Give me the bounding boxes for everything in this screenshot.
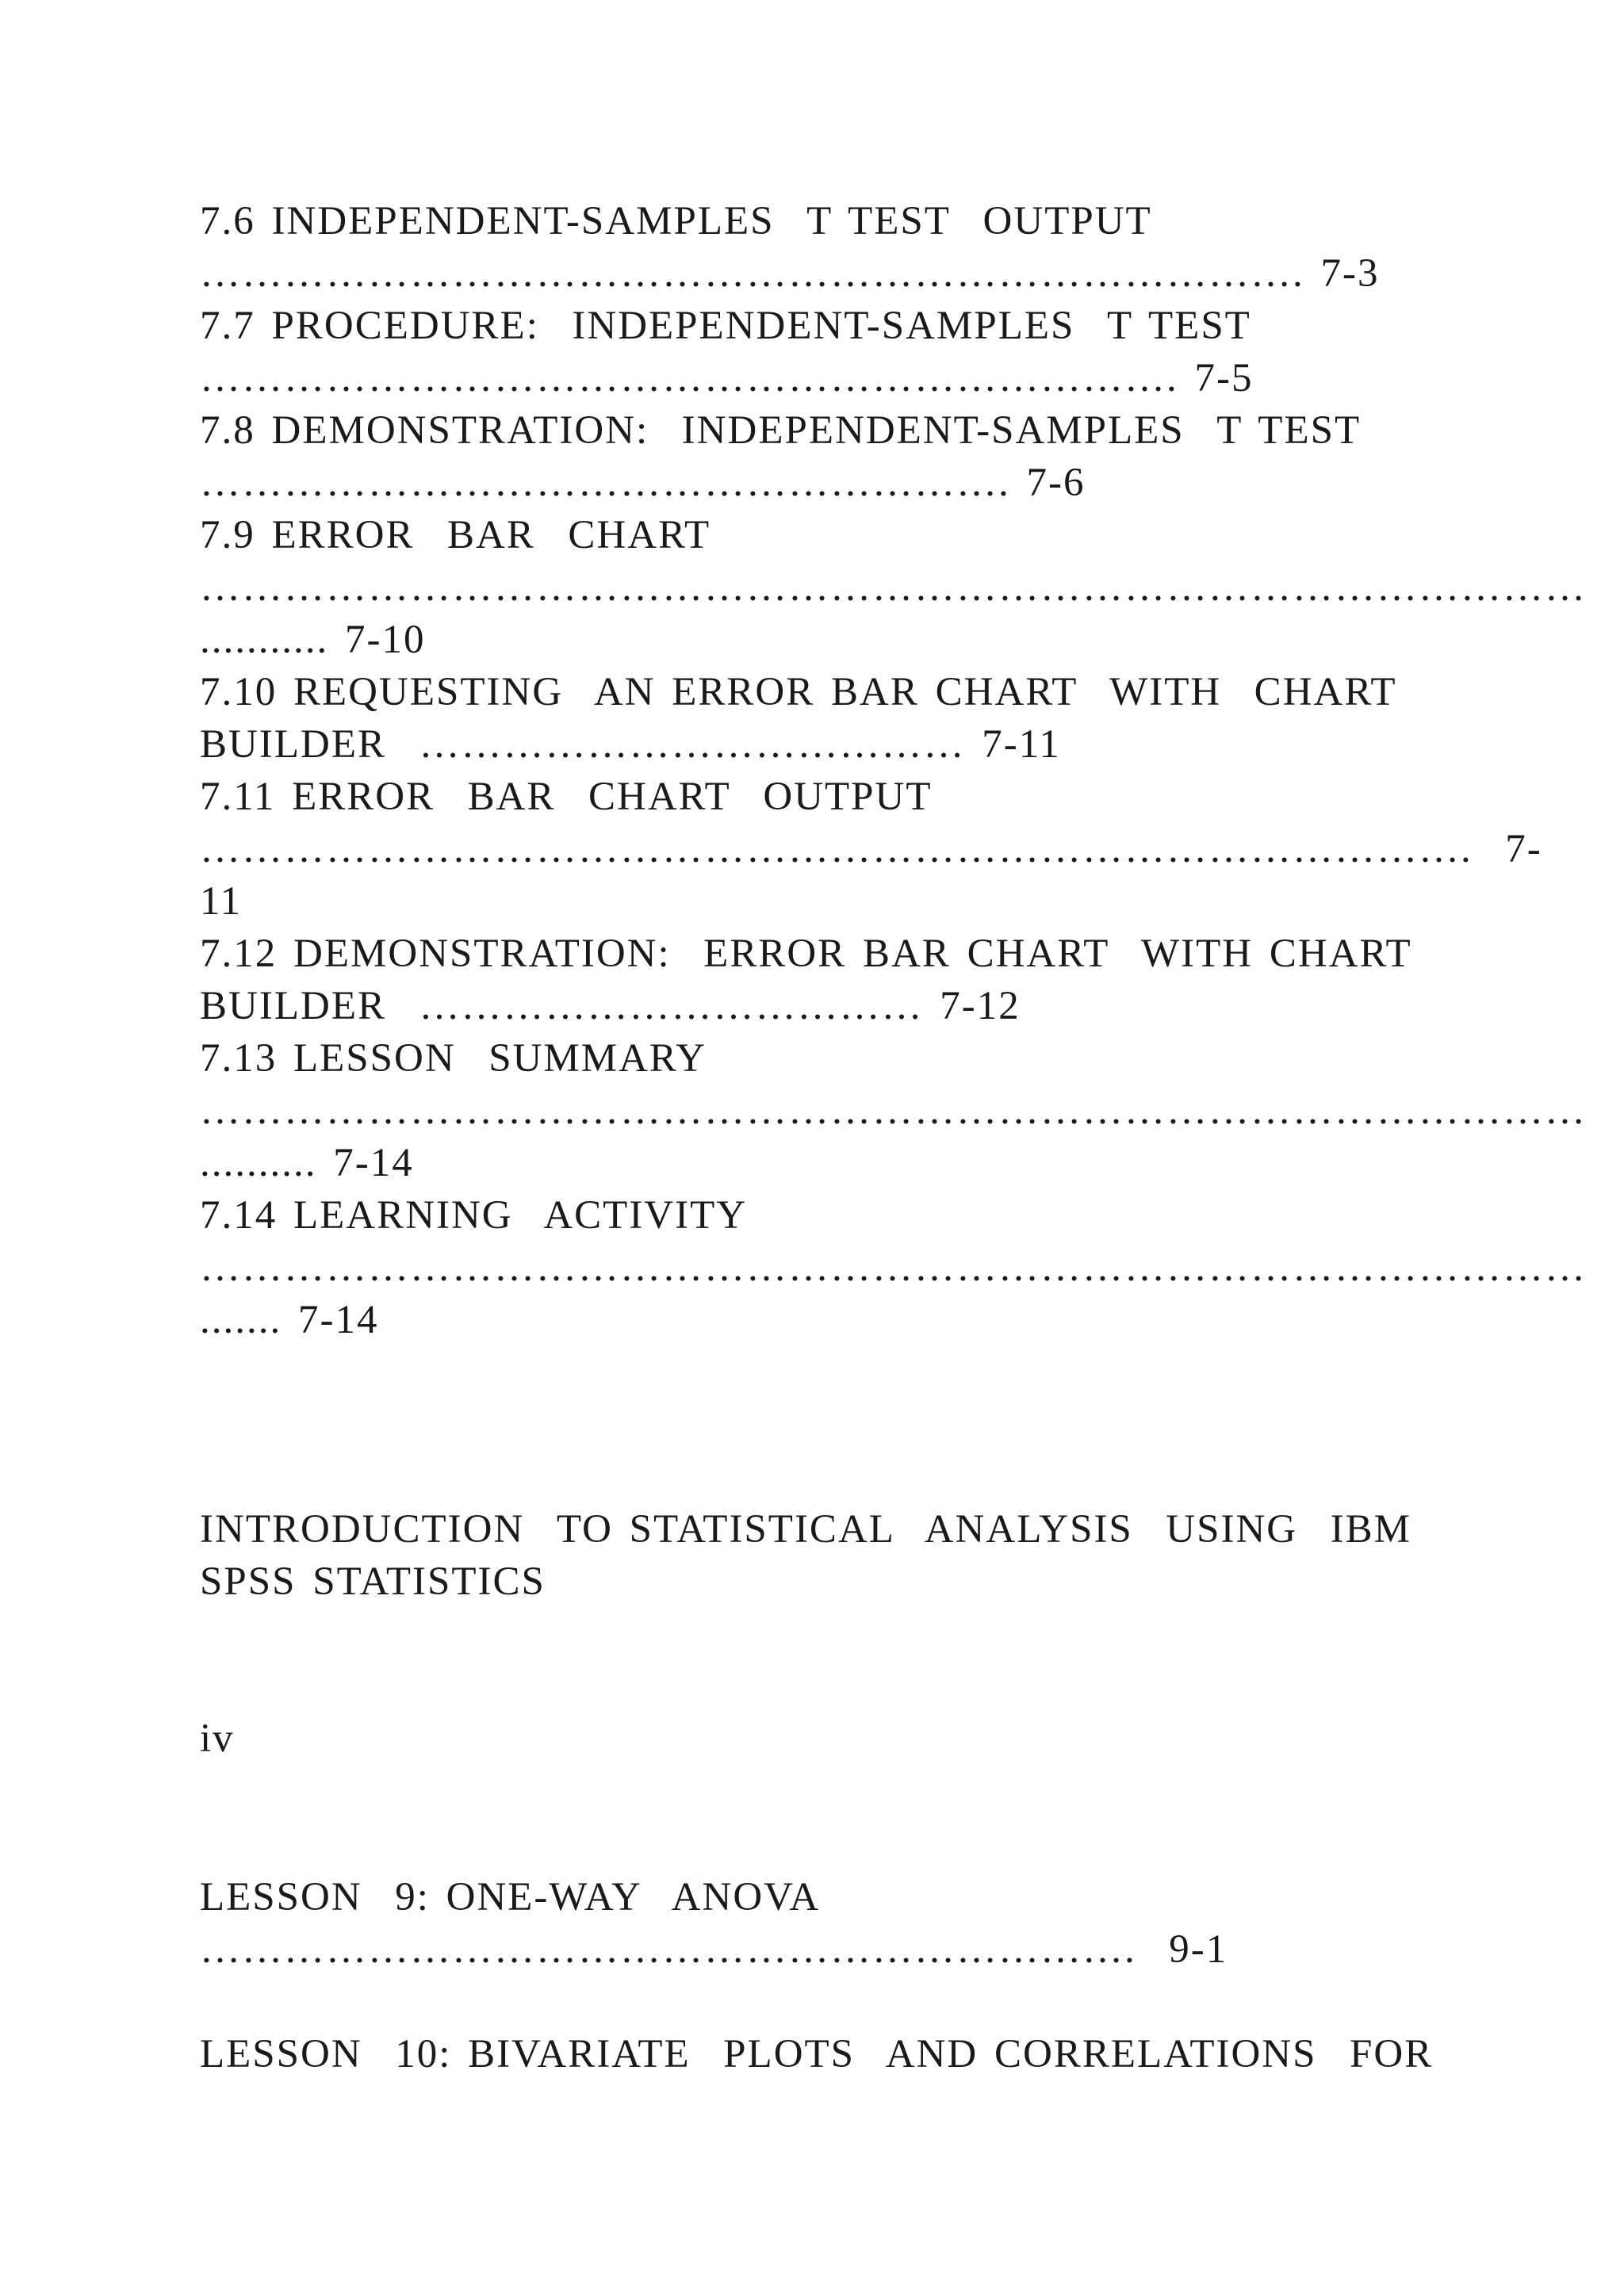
lesson-leader: …………………………………………………………. 9-1 xyxy=(200,1927,1228,1972)
toc-entry-title: 7.14 LEARNING ACTIVITY xyxy=(200,1193,748,1238)
toc-entry-leader: ……………………………………………………………………. 7-3 xyxy=(200,251,1380,296)
page-number: iv xyxy=(200,1716,235,1761)
lesson-title: LESSON 10: BIVARIATE PLOTS AND CORRELATIONS FOR xyxy=(200,2032,1434,2076)
toc-entry-leader: ……………………………………………………………………………………… xyxy=(200,1246,1587,1290)
running-header-line1: INTRODUCTION TO STATISTICAL ANALYSIS USING IBM xyxy=(200,1507,1411,1552)
toc-entry-leader: BUILDER ………………………………… 7-11 xyxy=(200,722,1061,767)
toc-entry-leader: ……………………………………………………………………………………… xyxy=(200,1089,1587,1133)
toc-entry-leader: …………………………………………………. 7-6 xyxy=(200,461,1086,505)
toc-entry-title: 7.7 PROCEDURE: INDEPENDENT-SAMPLES T TEST xyxy=(200,304,1251,348)
lesson-title: LESSON 9: ONE-WAY ANOVA xyxy=(200,1875,821,1919)
toc-entry-title: 7.11 ERROR BAR CHART OUTPUT xyxy=(200,775,933,819)
toc-entry-title: 7.9 ERROR BAR CHART xyxy=(200,513,711,557)
toc-entry-title: 7.8 DEMONSTRATION: INDEPENDENT-SAMPLES T TEST xyxy=(200,408,1362,453)
toc-entry-title: 7.12 DEMONSTRATION: ERROR BAR CHART WITH CHART xyxy=(200,932,1412,976)
toc-entry-leader: ………………………………………………………………………………. 7- xyxy=(200,827,1542,871)
toc-entry-page: 11 xyxy=(200,879,243,924)
toc-entry-page: .......... 7-14 xyxy=(200,1141,414,1185)
toc-entry-page: ........... 7-10 xyxy=(200,618,426,662)
toc-entry-leader: ……………………………………………………………. 7-5 xyxy=(200,356,1254,400)
toc-entry-leader: ……………………………………………………………………………………… xyxy=(200,565,1587,610)
toc-entry-title: 7.10 REQUESTING AN ERROR BAR CHART WITH CHART xyxy=(200,670,1397,714)
toc-entry-leader: BUILDER ……………………………… 7-12 xyxy=(200,984,1021,1028)
toc-entry-page: ....... 7-14 xyxy=(200,1298,379,1342)
toc-entry-title: 7.6 INDEPENDENT-SAMPLES T TEST OUTPUT xyxy=(200,199,1152,243)
toc-entry-title: 7.13 LESSON SUMMARY xyxy=(200,1036,707,1081)
running-header-line2: SPSS STATISTICS xyxy=(200,1559,546,1604)
